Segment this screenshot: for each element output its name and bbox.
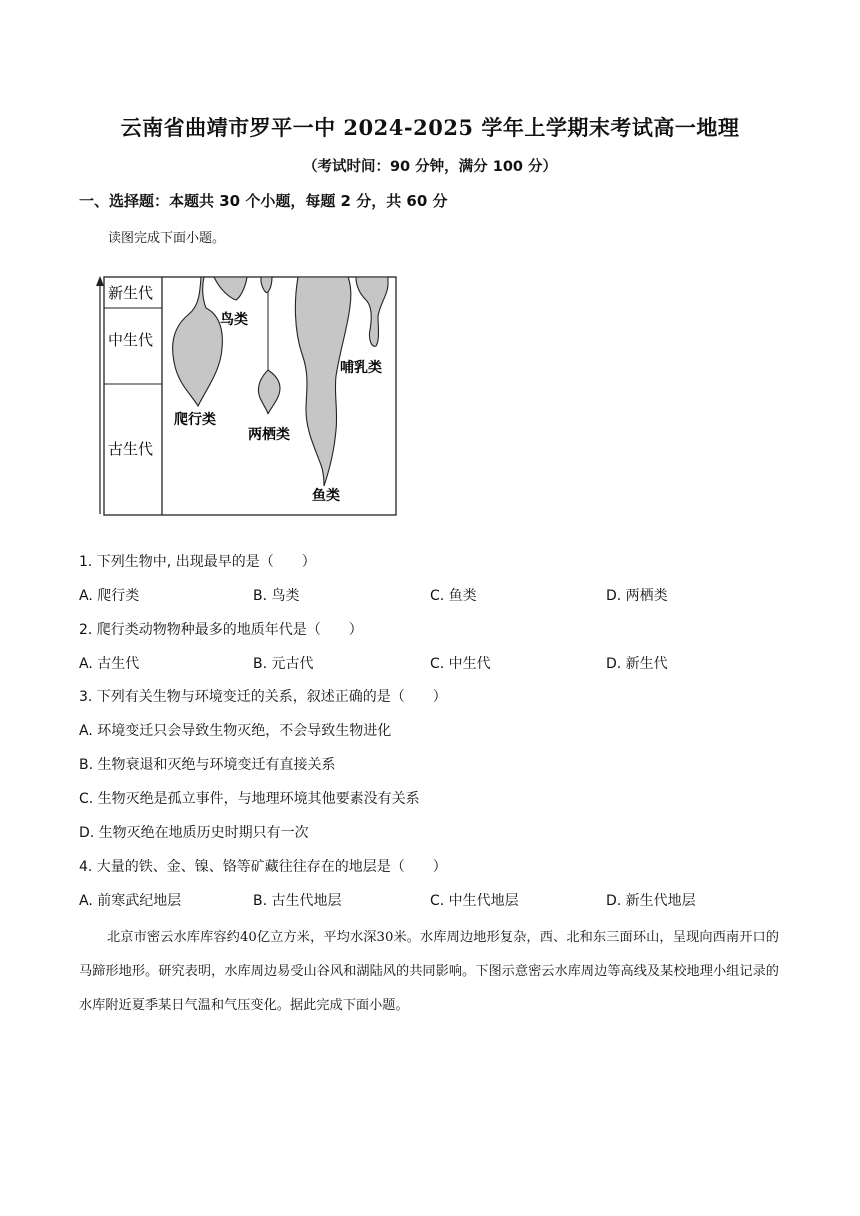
- q4-option-c[interactable]: C. 中生代地层: [430, 893, 519, 909]
- question-3: 3. 下列有关生物与环境变迁的关系，叙述正确的是（ ）: [79, 689, 447, 705]
- q3-option-d[interactable]: D. 生物灭绝在地质历史时期只有一次: [79, 825, 309, 841]
- q1-option-b[interactable]: B. 鸟类: [253, 588, 300, 604]
- q1-option-d[interactable]: D. 两栖类: [606, 588, 668, 604]
- arrow-head-icon: [96, 276, 104, 286]
- label-amphibians: 两栖类: [248, 427, 290, 443]
- reading-passage: 北京市密云水库库容约40亿立方米，平均水深30米。水库周边地形复杂，西、北和东三面环山，呈现向西南开口的马蹄形地形。研究表明，水库周边易受山谷风和湖陆风的共同影响。下图示意密云水库周边等高线及某校地理小组记录的水库附近夏季某日气温和气压变化。据此完成下面小题。: [79, 930, 779, 1013]
- label-fish: 鱼类: [312, 488, 340, 504]
- figure-instruction: 读图完成下面小题。: [108, 231, 226, 246]
- label-mammals: 哺乳类: [340, 360, 382, 376]
- question-4: 4. 大量的铁、金、镍、铬等矿藏往往存在的地层是（ ）: [79, 859, 447, 875]
- evolution-figure: [96, 270, 402, 522]
- q2-option-b[interactable]: B. 元古代: [253, 656, 314, 672]
- question-1: 1. 下列生物中, 出现最早的是（ ）: [79, 554, 316, 570]
- exam-info: （考试时间：90 分钟，满分 100 分）: [302, 159, 558, 175]
- q3-option-b[interactable]: B. 生物衰退和灭绝与环境变迁有直接关系: [79, 757, 336, 773]
- reptile-shape: [173, 277, 223, 406]
- label-birds: 鸟类: [220, 312, 248, 328]
- q2-option-c[interactable]: C. 中生代: [430, 656, 491, 672]
- amphibian-shape: [261, 277, 272, 293]
- era-label-mesozoic: 中生代: [108, 331, 154, 349]
- section-heading: 一、选择题：本题共 30 个小题，每题 2 分，共 60 分: [79, 192, 448, 210]
- q4-option-d[interactable]: D. 新生代地层: [606, 893, 696, 909]
- era-label-paleozoic: 古生代: [108, 440, 154, 458]
- q2-option-d[interactable]: D. 新生代: [606, 656, 668, 672]
- mammal-shape: [356, 277, 388, 346]
- q3-option-c[interactable]: C. 生物灭绝是孤立事件，与地理环境其他要素没有关系: [79, 791, 420, 807]
- page-title: 云南省曲靖市罗平一中 2024-2025 学年上学期末考试高一地理: [120, 115, 740, 140]
- q1-option-a[interactable]: A. 爬行类: [79, 588, 140, 604]
- question-2: 2. 爬行类动物物种最多的地质年代是（ ）: [79, 622, 363, 638]
- bird-shape: [214, 277, 247, 300]
- q1-option-c[interactable]: C. 鱼类: [430, 588, 477, 604]
- q4-option-b[interactable]: B. 古生代地层: [253, 893, 342, 909]
- label-reptiles: 爬行类: [174, 412, 216, 428]
- fish-shape: [295, 277, 350, 486]
- q2-option-a[interactable]: A. 古生代: [79, 656, 140, 672]
- q3-option-a[interactable]: A. 环境变迁只会导致生物灭绝，不会导致生物进化: [79, 723, 392, 739]
- era-label-cenozoic: 新生代: [108, 284, 154, 302]
- figure-frame: [104, 277, 396, 515]
- q4-option-a[interactable]: A. 前寒武纪地层: [79, 893, 182, 909]
